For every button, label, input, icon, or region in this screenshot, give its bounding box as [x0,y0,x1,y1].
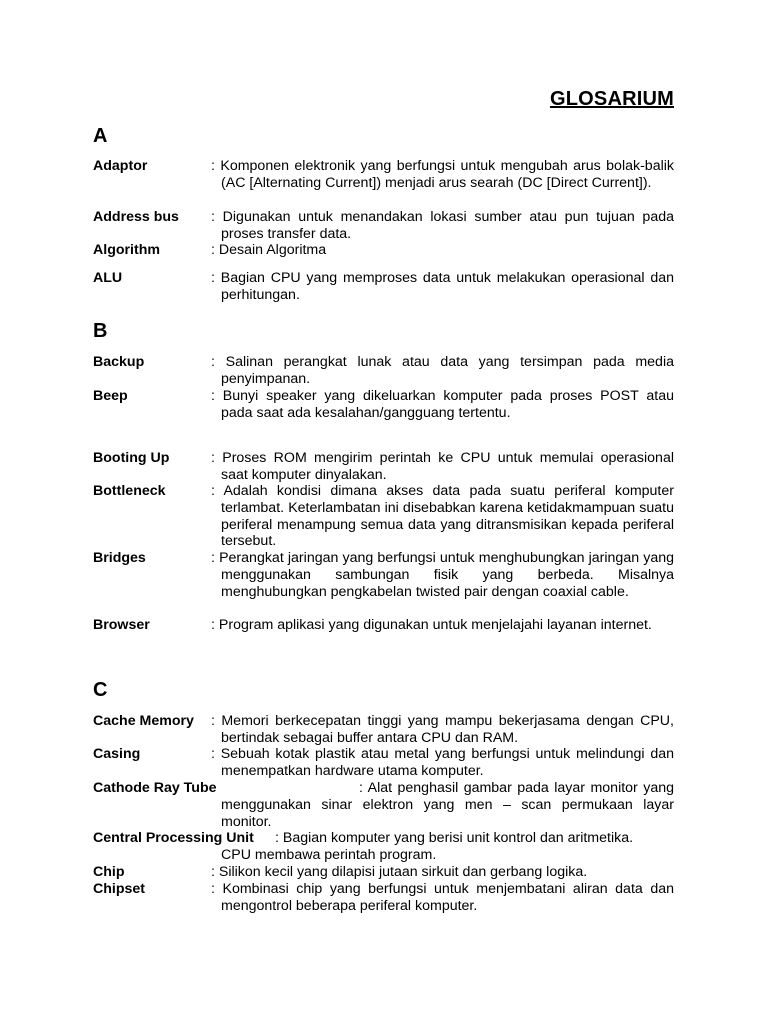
glossary-definition: : Salinan perangkat lunak atau data yang tersimpan pada media penyimpanan. [211,354,674,387]
glossary-definition: : Silikon kecil yang dilapisi jutaan sirkuit dan gerbang logika. [211,864,588,880]
glossary-term: Browser [93,617,150,633]
glossary-term: Adaptor [93,158,148,174]
glossary-definition: : Memori berkecepatan tinggi yang mampu bekerjasama dengan CPU, bertindak sebagai buffer antara CPU dan RAM. [211,713,674,746]
glossary-term: Chipset [93,881,146,897]
glossary-entry-chip [93,864,674,881]
glossary-term: Address bus [93,209,179,225]
glossary-definition: : Program aplikasi yang digunakan untuk menjelajahi layanan internet. [211,617,652,633]
glossary-definition-first-line: : Alat penghasil gambar pada layar monitor yang [359,780,674,796]
glossary-entry-bottleneck [93,483,674,550]
glossary-term: Bridges [93,550,146,566]
glossary-definition: : Sebuah kotak plastik atau metal yang berfungsi untuk melindungi dan menempatkan hardware utama komputer. [211,746,674,779]
glossary-entry-central-processing-unit [93,830,674,864]
glossary-entry-browser [93,617,674,634]
section-letter-b: B [93,320,108,342]
section-letter-c: C [93,679,108,701]
glossary-definition: : Proses ROM mengirim perintah ke CPU untuk memulai operasional saat komputer dinyalakan. [211,450,674,483]
glossary-term: Backup [93,354,145,370]
glossary-definition: : Desain Algoritma [211,242,327,258]
glossary-definition: : Digunakan untuk menandakan lokasi sumber atau pun tujuan pada proses transfer data. [211,209,674,242]
glossary-term: Cathode Ray Tube [93,780,217,796]
glossary-term: Central Processing Unit [93,830,254,846]
glossary-entry-cache-memory [93,713,674,747]
glossary-entry-bridges [93,550,674,600]
glossary-entry-chipset [93,881,674,915]
glossary-term: Beep [93,388,128,404]
glossary-entry-address-bus [93,209,674,243]
glossary-definition: : Perangkat jaringan yang berfungsi untuk menghubungkan jaringan yang menggunakan sambungan fisik yang berbeda. Misalnya menghubungkan pengkabelan twisted pair dengan coaxial cable. [211,550,674,600]
glossary-definition-first-line: : Bagian komputer yang berisi unit kontrol dan aritmetika. [275,830,634,846]
glossary-term: Casing [93,746,141,762]
glossary-entry-cathode-ray-tube [93,780,674,830]
glossary-entry-booting-up [93,450,674,484]
glossary-term: Booting Up [93,450,170,466]
glossary-entry-adaptor [93,158,674,192]
glossary-definition-continued: CPU membawa perintah program. [221,846,437,863]
glossary-entry-beep [93,388,674,422]
glossary-definition: : Bunyi speaker yang dikeluarkan komputer pada proses POST atau pada saat ada kesalahan/gangguang tertentu. [211,388,674,421]
glossary-term: Chip [93,864,125,880]
glossary-entry-backup [93,354,674,388]
glossary-term: Cache Memory [93,713,194,729]
glossary-term: Bottleneck [93,483,166,499]
page-title: GLOSARIUM [549,88,674,110]
glossary-term: Algorithm [93,242,160,258]
glossary-entry-casing [93,746,674,780]
glossary-term: ALU [93,270,123,286]
glossary-definition: : Kombinasi chip yang berfungsi untuk menjembatani aliran data dan mengontrol beberapa periferal komputer. [211,881,674,914]
glossary-definition: : Bagian CPU yang memproses data untuk melakukan operasional dan perhitungan. [211,270,674,303]
section-letter-a: A [93,125,108,147]
glossary-definition: : Komponen elektronik yang berfungsi untuk mengubah arus bolak-balik (AC [Alternating Current]) menjadi arus searah (DC [Direct Current]). [211,158,674,191]
glossary-entry-algorithm [93,242,674,259]
glossary-entry-alu [93,270,674,304]
glossary-definition-continued: menggunakan sinar elektron yang men – scan permukaan layar monitor. [221,796,674,830]
glossary-definition: : Adalah kondisi dimana akses data pada suatu periferal komputer terlambat. Keterlambatan ini disebabkan karena ketidakmampuan suatu periferal menampung semua data yang ditransmisikan kepada periferal tersebut. [211,483,674,550]
